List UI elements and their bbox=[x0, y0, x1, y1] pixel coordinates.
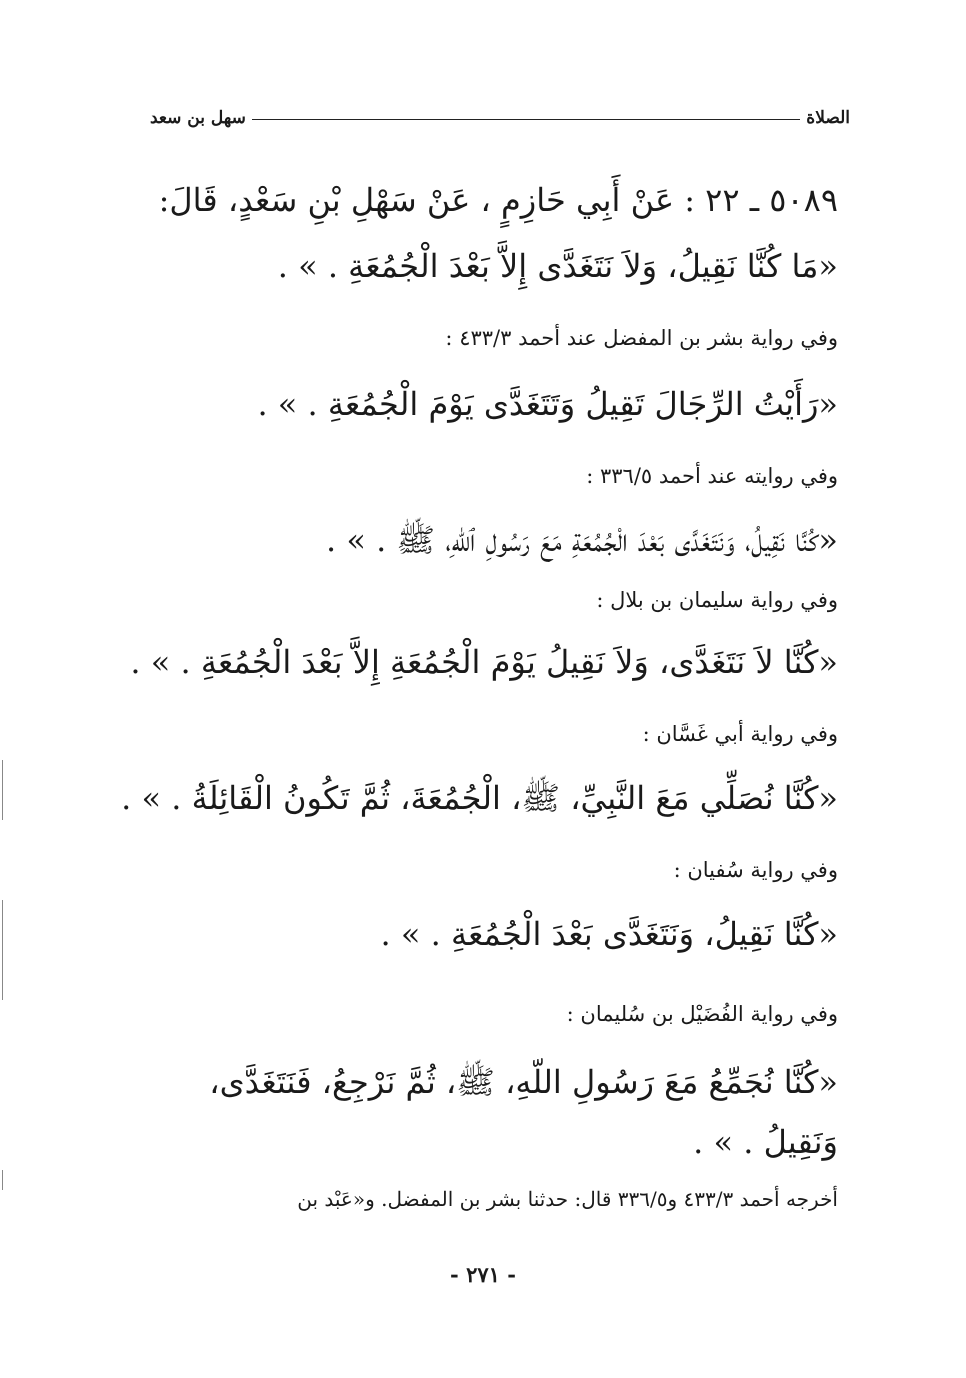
margin-mark bbox=[2, 1170, 3, 1190]
narration-label-2: وفي روايته عند أحمد ٣٣٦/٥ : bbox=[586, 464, 838, 488]
header-section-title: الصلاة bbox=[800, 104, 850, 132]
hadith-line-4: «كُنَّا نَقِيلُ، وَنَتَغَدَّى بَعْدَ الْجُمُعَةِ مَعَ رَسُولِ ٱللّهِ، ﷺ . » . bbox=[325, 521, 838, 559]
hadith-line-1: ٥٠٨٩ ـ ٢٢ : عَنْ أَبِي حَازِمٍ ، عَنْ سَهْلِ بْنِ سَعْدٍ، قَالَ: bbox=[158, 181, 838, 219]
page-number: - ٢٧١ - bbox=[450, 1262, 516, 1287]
hadith-line-5: «كُنَّا لاَ نَتَغَدَّى، وَلاَ نَقِيلُ يَوْمَ الْجُمُعَةِ إِلاَّ بَعْدَ الْجُمُعَةِ . » . bbox=[130, 643, 838, 681]
hadith-line-6: «كُنَّا نُصَلِّي مَعَ النَّبِيِّ، ﷺ، الْجُمُعَةَ، ثُمَّ تَكُونُ الْقَائِلَةُ . » . bbox=[121, 779, 838, 817]
header-narrator-name: سهل بن سعد bbox=[150, 104, 252, 132]
narration-label-4: وفي رواية أبي غَسَّان : bbox=[642, 722, 838, 746]
hadith-line-9: وَنَقِيلُ . » . bbox=[693, 1123, 838, 1161]
hadith-line-7: «كُنَّا نَقِيلُ، وَنَتَغَدَّى بَعْدَ الْجُمُعَةِ . » . bbox=[380, 915, 838, 953]
header-rule bbox=[230, 119, 800, 120]
footnote-text: أخرجه أحمد ٤٣٣/٣ و٣٣٦/٥ قال: حدثنا بشر بن المفضل. و«عَبْد بن bbox=[297, 1187, 838, 1211]
hadith-line-2: «مَا كُنَّا نَقِيلُ، وَلاَ نَتَغَدَّى إِلاَّ بَعْدَ الْجُمُعَةِ . » . bbox=[277, 247, 838, 285]
hadith-line-8: «كُنَّا نُجَمِّعُ مَعَ رَسُولِ اللّهِ، ﷺ، ثُمَّ نَرْجِعُ، فَنَتَغَدَّى، bbox=[209, 1063, 838, 1101]
narration-label-1: وفي رواية بشر بن المفضل عند أحمد ٤٣٣/٣ : bbox=[445, 326, 838, 350]
running-header bbox=[150, 104, 850, 132]
margin-mark bbox=[2, 760, 3, 820]
hadith-line-3: «رَأَيْتُ الرِّجَالَ تَقِيلُ وَتَتَغَدَّى يَوْمَ الْجُمُعَةِ . » . bbox=[257, 385, 838, 423]
narration-label-3: وفي رواية سليمان بن بلال : bbox=[596, 588, 838, 612]
narration-label-6: وفي رواية الفُضَيْل بن سُليمان : bbox=[566, 1002, 838, 1026]
margin-mark bbox=[2, 900, 3, 1000]
narration-label-5: وفي رواية سُفيان : bbox=[673, 858, 838, 882]
